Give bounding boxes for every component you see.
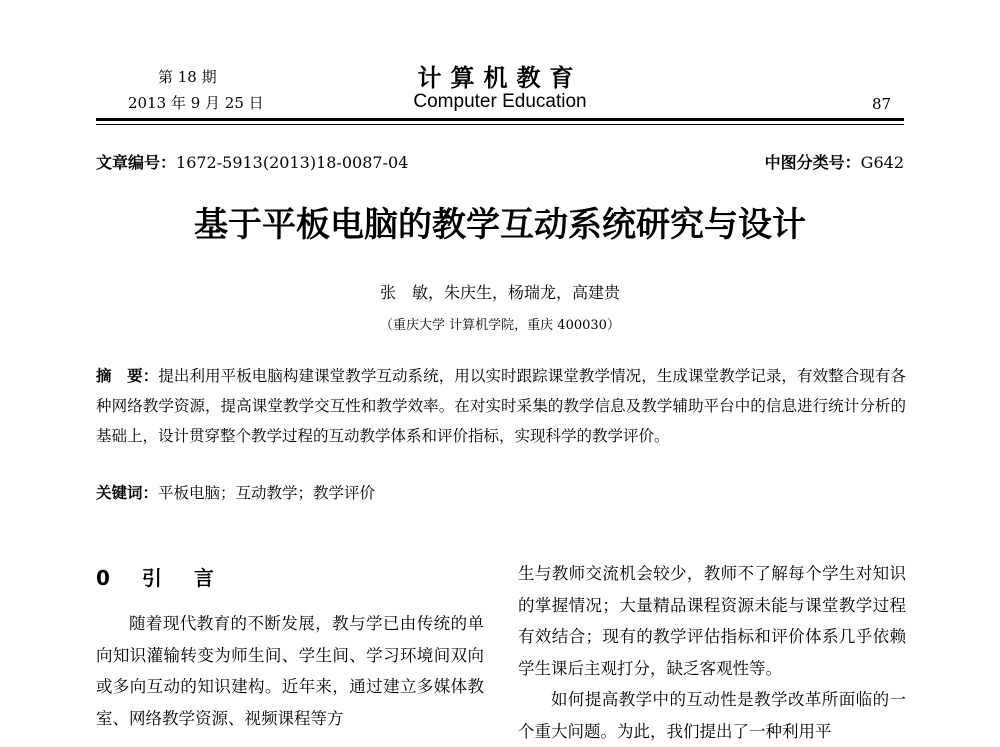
keywords — [96, 481, 375, 503]
journal-title-cn: 计算机教育 — [417, 64, 583, 92]
publication-date: 2013 年 9 月 25 日 — [128, 94, 264, 112]
article-id — [96, 150, 408, 173]
abstract — [96, 361, 906, 451]
section-heading: 0 引 言 — [96, 566, 220, 590]
paragraph: 随着现代教育的不断发展，教与学已由传统的单向知识灌输转变为师生间、学生间、学习环境间双向或多向互动的知识建构。近年来，通过建立多媒体教室、网络教学资源、视频课程等方 — [96, 614, 484, 728]
article-id-value: 1672-5913(2013)18-0087-04 — [176, 153, 409, 172]
page-number: 87 — [872, 95, 892, 113]
paper-title: 基于平板电脑的教学互动系统研究与设计 — [194, 205, 806, 245]
author-list: 张 敏，朱庆生，杨瑞龙，高建贵 — [379, 283, 620, 302]
abstract-label: 摘 要： — [96, 367, 159, 385]
paragraph: 如何提高教学中的互动性是教学改革所面临的一个重大问题。为此，我们提出了一种利用平 — [518, 690, 906, 741]
header-rule-thick — [96, 118, 904, 121]
abstract-text: 提出利用平板电脑构建课堂教学互动系统，用以实时跟踪课堂教学情况，生成课堂教学记录，有效整合现有各种网络教学资源，提高课堂教学交互性和教学效率。在对实时采集的教学信息及教学辅助平台中的信息进行统计分析的基础上，设计贯穿整个教学过程的互动教学体系和评价指标，实现科学的教学评价。 — [96, 367, 906, 445]
keywords-text: 平板电脑；互动教学；教学评价 — [158, 484, 376, 502]
body-column-left — [96, 608, 484, 734]
issue-number: 第 18 期 — [158, 68, 217, 86]
header-rule-thin — [96, 124, 904, 125]
journal-title-en: Computer Education — [413, 91, 587, 112]
classification-number — [765, 150, 904, 173]
body-column-right — [518, 558, 906, 747]
article-id-label: 文章编号： — [96, 153, 177, 172]
paragraph: 生与教师交流机会较少，教师不了解每个学生对知识的掌握情况；大量精品课程资源未能与课堂教学过程有效结合；现有的教学评估指标和评价体系几乎依赖学生课后主观打分，缺乏客观性等。 — [518, 564, 906, 678]
keywords-label: 关键词： — [96, 484, 159, 502]
affiliation: （重庆大学 计算机学院，重庆 400030） — [380, 318, 620, 333]
classification-value: G642 — [860, 153, 904, 172]
classification-label: 中图分类号： — [764, 153, 861, 172]
